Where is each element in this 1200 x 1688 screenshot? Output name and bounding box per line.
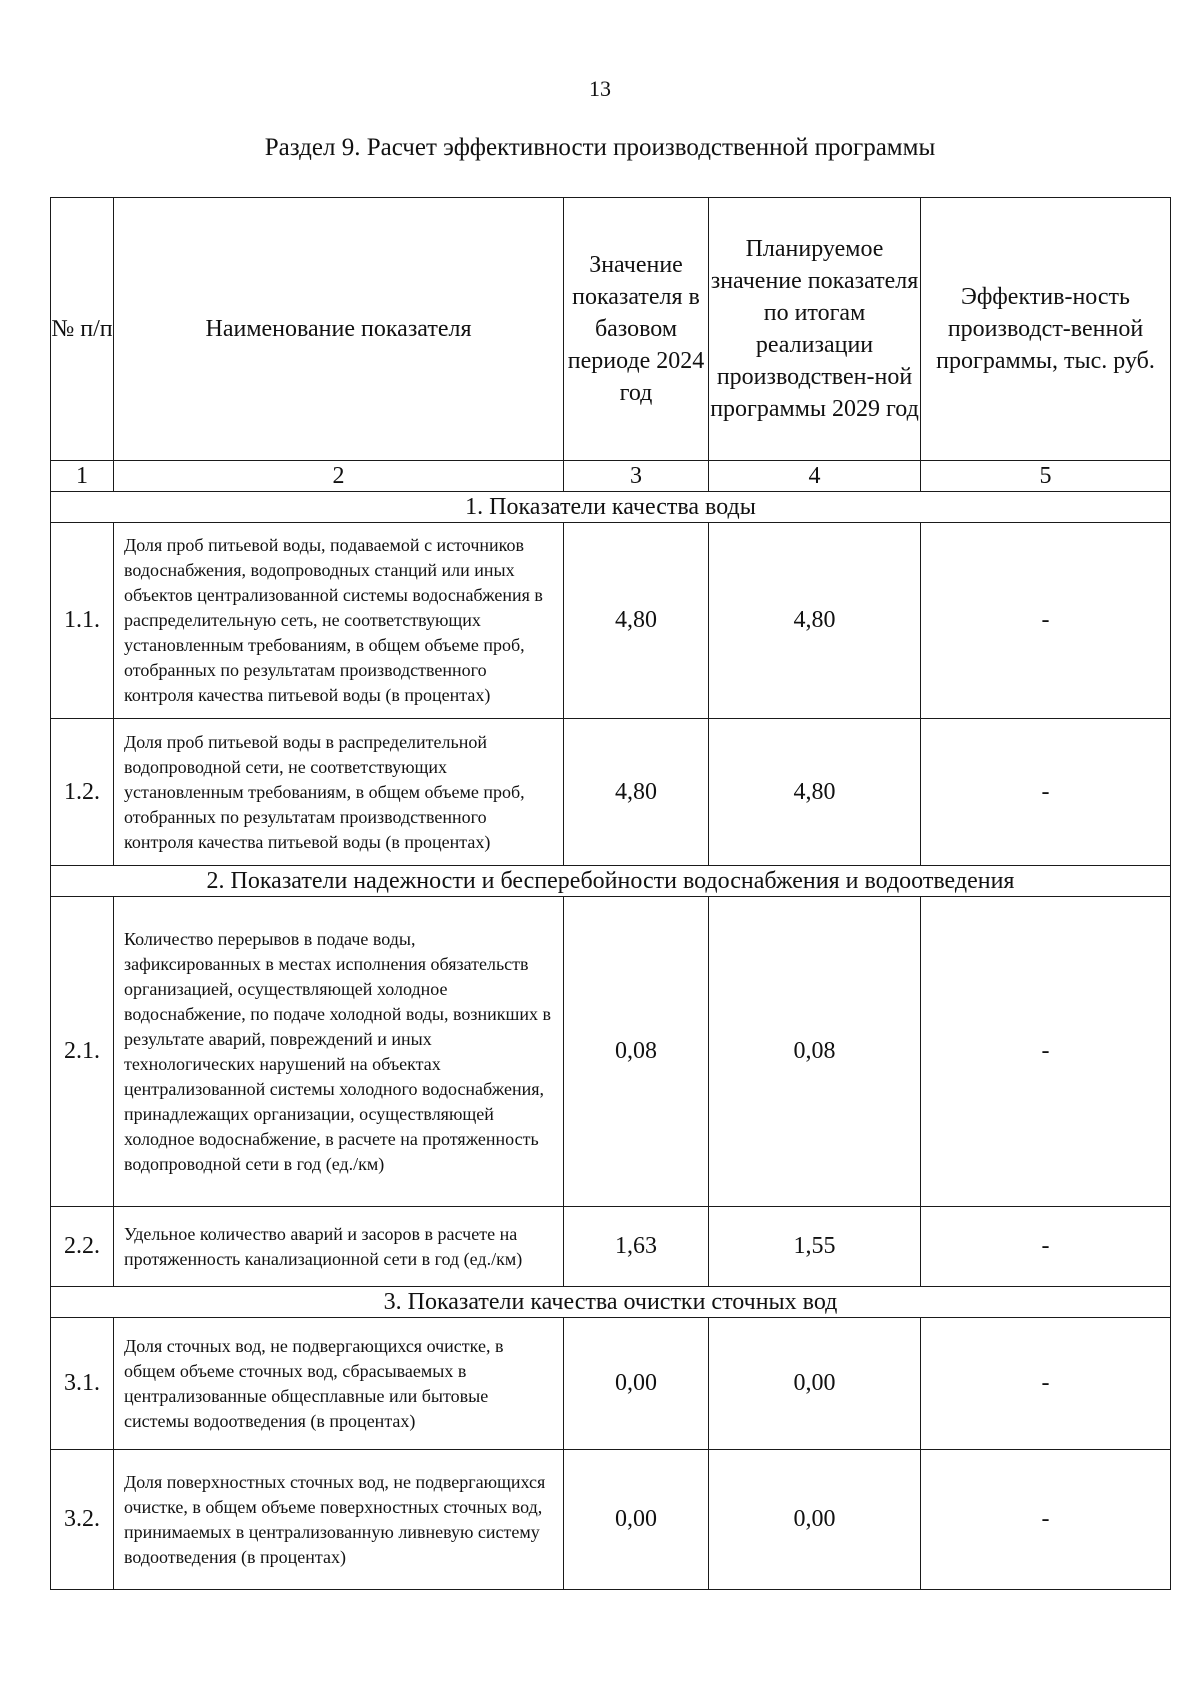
indicator-name: Доля поверхностных сточных вод, не подвергающихся очистке, в общем объеме поверхностных сточных вод, принимаемых в централизованную ливневую систему водоотведения (в процентах): [114, 1450, 564, 1590]
planned-value: 0,00: [709, 1318, 921, 1450]
column-number: 5: [921, 461, 1171, 492]
table-row: [51, 1450, 1171, 1590]
base-value: 0,00: [564, 1318, 709, 1450]
indicator-name: Количество перерывов в подаче воды, зафиксированных в местах исполнения обязательств организацией, осуществляющей холодное водоснабжение, по подаче холодной воды, возникших в результате аварий, повреждений и иных технологических нарушений на объектах централизованной системы холодного водоснабжения, принадлежащих организации, осуществляющей холодное водоснабжение, в расчете на протяженность водопроводной сети в год (ед./км): [114, 897, 564, 1207]
column-number: 3: [564, 461, 709, 492]
row-number: 2.1.: [51, 897, 114, 1207]
indicator-name: Удельное количество аварий и засоров в расчете на протяженность канализационной сети в год (ед./км): [114, 1207, 564, 1287]
efficiency-value: -: [921, 1450, 1171, 1590]
row-number: 2.2.: [51, 1207, 114, 1287]
row-number: 1.2.: [51, 719, 114, 866]
table-row: [51, 523, 1171, 719]
efficiency-value: -: [921, 719, 1171, 866]
base-value: 4,80: [564, 719, 709, 866]
planned-value: 1,55: [709, 1207, 921, 1287]
table-row: [51, 1207, 1171, 1287]
header-num: № п/п: [51, 198, 114, 461]
table-row: [51, 719, 1171, 866]
base-value: 4,80: [564, 523, 709, 719]
page-number: 13: [589, 76, 611, 101]
efficiency-value: -: [921, 523, 1171, 719]
planned-value: 0,08: [709, 897, 921, 1207]
base-value: 0,00: [564, 1450, 709, 1590]
planned-value: 0,00: [709, 1450, 921, 1590]
section-title-cell: 3. Показатели качества очистки сточных вод: [51, 1287, 1171, 1318]
indicator-name: Доля проб питьевой воды в распределительной водопроводной сети, не соответствующих установленным требованиям, в общем объеме проб, отобранных по результатам производственного контроля качества питьевой воды (в процентах): [114, 719, 564, 866]
indicator-name: Доля проб питьевой воды, подаваемой с источников водоснабжения, водопроводных станций или иных объектов централизованной системы водоснабжения в распределительную сеть, не соответствующих установленным требованиям, в общем объеме проб, отобранных по результатам производственного контроля качества питьевой воды (в процентах): [114, 523, 564, 719]
table-row: [51, 897, 1171, 1207]
efficiency-value: -: [921, 1318, 1171, 1450]
indicator-name: Доля сточных вод, не подвергающихся очистке, в общем объеме сточных вод, сбрасываемых в централизованные общесплавные или бытовые системы водоотведения (в процентах): [114, 1318, 564, 1450]
section-title-cell: 1. Показатели качества воды: [51, 492, 1171, 523]
section-row: [51, 866, 1171, 897]
row-number: 3.1.: [51, 1318, 114, 1450]
column-number-row: [51, 461, 1171, 492]
efficiency-table: [50, 197, 1171, 1590]
efficiency-value: -: [921, 897, 1171, 1207]
row-number: 1.1.: [51, 523, 114, 719]
column-number: 4: [709, 461, 921, 492]
header-name: Наименование показателя: [114, 198, 564, 461]
table-header-row: [51, 198, 1171, 461]
base-value: 0,08: [564, 897, 709, 1207]
header-planned-value: Планируемое значение показателя по итогам реализации производствен-ной программы 2029 год: [709, 198, 921, 461]
header-efficiency: Эффектив-ность производст-венной программы, тыс. руб.: [921, 198, 1171, 461]
planned-value: 4,80: [709, 719, 921, 866]
section-title-cell: 2. Показатели надежности и бесперебойности водоснабжения и водоотведения: [51, 866, 1171, 897]
table-row: [51, 1318, 1171, 1450]
column-number: 2: [114, 461, 564, 492]
header-base-value: Значение показателя в базовом периоде 2024 год: [564, 198, 709, 461]
base-value: 1,63: [564, 1207, 709, 1287]
section-title: Раздел 9. Расчет эффективности производственной программы: [264, 134, 936, 161]
efficiency-value: -: [921, 1207, 1171, 1287]
section-row: [51, 1287, 1171, 1318]
column-number: 1: [51, 461, 114, 492]
row-number: 3.2.: [51, 1450, 114, 1590]
section-row: [51, 492, 1171, 523]
planned-value: 4,80: [709, 523, 921, 719]
